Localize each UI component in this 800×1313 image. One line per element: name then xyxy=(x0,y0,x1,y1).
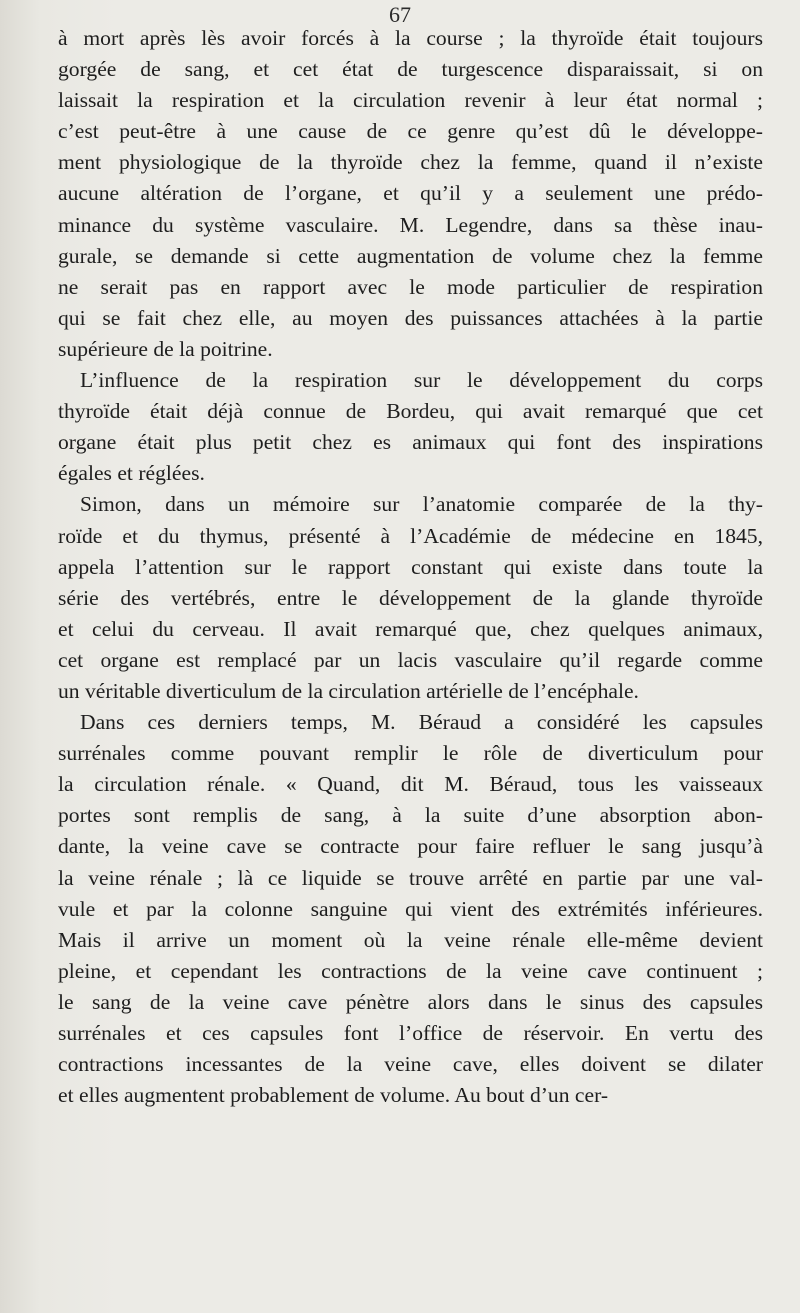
text-line: contractions incessantes de la veine cave, elles doivent se dilater xyxy=(58,1052,763,1077)
text-line: minance du système vasculaire. M. Legendre, dans sa thèse inau- xyxy=(58,212,763,237)
text-line: qui se fait chez elle, au moyen des puissances attachées à la partie xyxy=(58,305,763,330)
text-line: supérieure de la poitrine. xyxy=(58,336,273,361)
text-line: et elles augmentent probablement de volume. Au bout d’un cer- xyxy=(58,1083,609,1108)
paragraph xyxy=(58,23,763,365)
paragraph xyxy=(58,365,763,489)
text-line: thyroïde était déjà connue de Bordeu, qui avait remarqué que cet xyxy=(58,399,763,424)
body-text xyxy=(58,23,763,1111)
text-line: le sang de la veine cave pénètre alors dans le sinus des capsules xyxy=(58,989,763,1014)
text-line: L’influence de la respiration sur le développement du corps xyxy=(80,368,763,393)
text-line: série des vertébrés, entre le développement de la glande thyroïde xyxy=(58,585,763,610)
text-line: la veine rénale ; là ce liquide se trouve arrêté en partie par une val- xyxy=(58,865,763,890)
text-line: aucune altération de l’organe, et qu’il y a seulement une prédo- xyxy=(58,181,763,206)
text-line: Mais il arrive un moment où la veine rénale elle-même devient xyxy=(58,927,763,952)
text-line: gurale, se demande si cette augmentation de volume chez la femme xyxy=(58,243,763,268)
text-line: c’est peut-être à une cause de ce genre qu’est dû le développe- xyxy=(58,119,763,144)
text-line: et celui du cerveau. Il avait remarqué que, chez quelques animaux, xyxy=(58,616,763,641)
text-line: appela l’attention sur le rapport constant qui existe dans toute la xyxy=(58,554,763,579)
text-line: Simon, dans un mémoire sur l’anatomie comparée de la thy- xyxy=(80,492,763,517)
text-line: ment physiologique de la thyroïde chez la femme, quand il n’existe xyxy=(58,150,763,175)
text-line: surrénales et ces capsules font l’office de réservoir. En vertu des xyxy=(58,1021,763,1045)
text-line: pleine, et cependant les contractions de la veine cave continuent ; xyxy=(58,958,763,983)
text-line: vule et par la colonne sanguine qui vient des extrémités inférieures. xyxy=(58,896,763,921)
page-number: 67 xyxy=(389,2,411,27)
text-line: Dans ces derniers temps, M. Béraud a considéré les capsules xyxy=(80,710,763,735)
text-line: laissait la respiration et la circulation revenir à leur état normal ; xyxy=(58,88,763,113)
text-line: gorgée de sang, et cet état de turgescence disparaissait, si on xyxy=(58,57,763,82)
text-line: roïde et du thymus, présenté à l’Académie de médecine en 1845, xyxy=(58,523,763,548)
text-line: dante, la veine cave se contracte pour faire refluer le sang jusqu’à xyxy=(58,834,763,859)
text-line: un véritable diverticulum de la circulation artérielle de l’encéphale. xyxy=(58,678,639,703)
text-line: organe était plus petit chez es animaux qui font des inspirations xyxy=(58,430,763,455)
text-line: portes sont remplis de sang, à la suite d’une absorption abon- xyxy=(58,803,763,828)
paragraph xyxy=(58,707,763,1111)
text-line: la circulation rénale. « Quand, dit M. Béraud, tous les vaisseaux xyxy=(58,772,763,797)
text-line: à mort après lès avoir forcés à la course ; la thyroïde était toujours xyxy=(58,26,763,50)
text-line: égales et réglées. xyxy=(58,461,205,486)
text-line: surrénales comme pouvant remplir le rôle de diverticulum pour xyxy=(58,741,763,766)
text-line: cet organe est remplacé par un lacis vasculaire qu’il regarde comme xyxy=(58,647,763,672)
text-line: ne serait pas en rapport avec le mode particulier de respiration xyxy=(58,274,763,299)
paragraph xyxy=(58,489,763,707)
